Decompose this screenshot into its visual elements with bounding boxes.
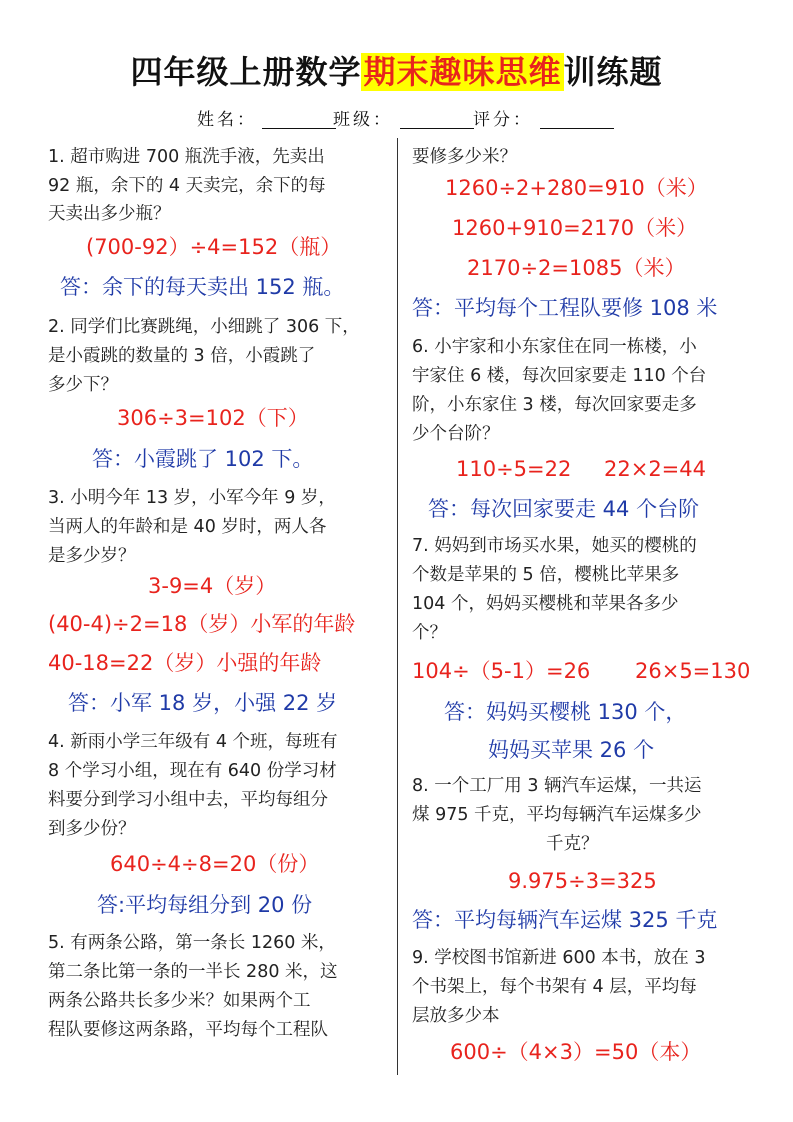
question-3-line-3: 是多少岁？ [48, 546, 136, 566]
question-3-answer: 答：小军 18 岁，小强 22 岁 [68, 691, 338, 715]
question-1-calculation: (700-92）÷4=152（瓶） [86, 235, 342, 259]
question-7-answer-2: 妈妈买苹果 26 个 [488, 738, 655, 762]
question-9-line-2: 个书架上，每个书架有 4 层，平均每 [412, 977, 697, 997]
class-blank-line [400, 128, 474, 129]
question-5-calculation-2: 1260+910=2170（米） [452, 216, 698, 240]
name-blank-line [262, 128, 336, 129]
question-7-line-4: 个？ [412, 623, 447, 643]
question-6-calculation-2: 22×2=44 [604, 457, 706, 481]
question-9-calculation: 600÷（4×3）=50（本） [450, 1040, 702, 1064]
question-5-line-1: 5. 有两条公路，第一条长 1260 米， [48, 933, 336, 953]
question-3-calculation-2: (40-4)÷2=18（岁）小军的年龄 [48, 612, 356, 636]
class-label: 班级： [333, 110, 393, 130]
question-2-line-3: 多少下？ [48, 375, 118, 395]
question-5-calculation-1: 1260÷2+280=910（米） [445, 176, 708, 200]
question-3-line-1: 3. 小明今年 13 岁，小军今年 9 岁， [48, 488, 336, 508]
question-7-calculation-1: 104÷（5-1）=26 [412, 659, 591, 683]
question-6-line-2: 宇家住 6 楼，每次回家要走 110 个台 [412, 366, 707, 386]
question-8-line-3: 千克？ [546, 834, 599, 854]
question-6-answer: 答：每次回家要走 44 个台阶 [428, 497, 700, 521]
score-label: 评分： [473, 110, 533, 130]
question-4-line-1: 4. 新雨小学三年级有 4 个班，每班有 [48, 732, 338, 752]
question-8-line-1: 8. 一个工厂用 3 辆汽车运煤，一共运 [412, 776, 702, 796]
question-4-line-4: 到多少份？ [48, 819, 136, 839]
question-2-line-1: 2. 同学们比赛跳绳，小细跳了 306 下， [48, 317, 360, 337]
question-5-line-5: 要修多少米？ [412, 147, 517, 167]
question-5-answer: 答：平均每个工程队要修 108 米 [412, 296, 718, 320]
question-7-answer-1: 答：妈妈买樱桃 130 个， [444, 700, 687, 724]
question-4-line-3: 料要分到学习小组中去，平均每组分 [48, 790, 328, 810]
question-1-line-2: 92 瓶，余下的 4 天卖完，余下的每 [48, 176, 326, 196]
question-6-line-4: 少个台阶？ [412, 424, 500, 444]
question-3-calculation-3: 40-18=22（岁）小强的年龄 [48, 651, 322, 675]
column-divider [397, 138, 398, 1075]
question-9-line-1: 9. 学校图书馆新进 600 本书，放在 3 [412, 948, 706, 968]
question-1-line-3: 天卖出多少瓶？ [48, 204, 171, 224]
question-5-calculation-3: 2170÷2=1085（米） [467, 256, 686, 280]
question-1-line-1: 1. 超市购进 700 瓶洗手液，先卖出 [48, 147, 325, 167]
title-part1: 四年级上册数学 [130, 53, 362, 91]
question-7-line-1: 7. 妈妈到市场买水果，她买的樱桃的 [412, 536, 697, 556]
question-7-line-2: 个数是苹果的 5 倍，樱桃比苹果多 [412, 565, 680, 585]
question-3-calculation-1: 3-9=4（岁） [148, 574, 277, 598]
question-5-line-3: 两条公路共长多少米？如果两个工 [48, 991, 311, 1011]
question-1-answer: 答：余下的每天卖出 152 瓶。 [60, 275, 345, 299]
question-5-line-2: 第二条比第一条的一半长 280 米，这 [48, 962, 338, 982]
title-highlight: 期末趣味思维 [363, 53, 562, 91]
question-4-line-2: 8 个学习小组，现在有 640 份学习材 [48, 761, 337, 781]
question-6-calculation-1: 110÷5=22 [456, 457, 572, 481]
question-8-answer: 答：平均每辆汽车运煤 325 千克 [412, 908, 718, 932]
question-4-calculation: 640÷4÷8=20（份） [110, 852, 320, 876]
question-9-line-3: 层放多少本 [412, 1006, 500, 1026]
question-6-line-1: 6. 小宇家和小东家住在同一栋楼，小 [412, 337, 697, 357]
question-2-answer: 答：小霞跳了 102 下。 [92, 447, 314, 471]
page-title [0, 48, 793, 96]
question-5-line-4: 程队要修这两条路，平均每个工程队 [48, 1020, 328, 1040]
question-4-answer: 答:平均每组分到 20 份 [97, 893, 313, 917]
question-3-line-2: 当两人的年龄和是 40 岁时，两人各 [48, 517, 327, 537]
question-7-calculation-2: 26×5=130 [635, 659, 751, 683]
question-2-line-2: 是小霞跳的数量的 3 倍，小霞跳了 [48, 346, 316, 366]
score-blank-line [540, 128, 614, 129]
question-6-line-3: 阶，小东家住 3 楼，每次回家要走多 [412, 395, 697, 415]
question-8-line-2: 煤 975 千克，平均每辆汽车运煤多少 [412, 805, 702, 825]
question-8-calculation: 9.975÷3=325 [508, 869, 657, 893]
question-2-calculation: 306÷3=102（下） [117, 406, 309, 430]
name-label: 姓名： [197, 110, 257, 130]
title-part2: 训练题 [563, 53, 663, 91]
question-7-line-3: 104 个，妈妈买樱桃和苹果各多少 [412, 594, 679, 614]
